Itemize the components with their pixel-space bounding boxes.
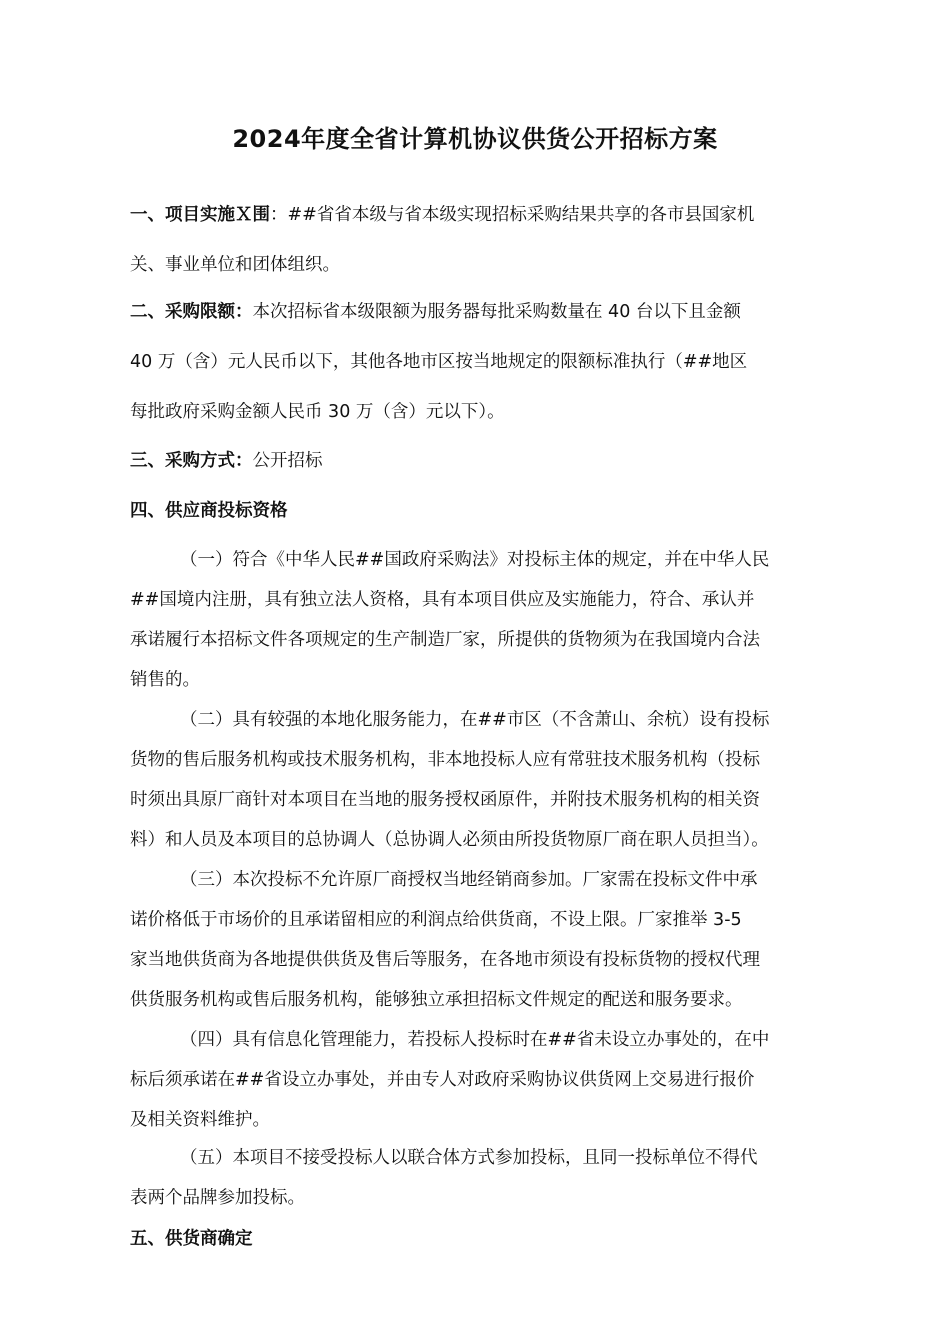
section-method-heading: 三、采购方式： — [130, 451, 253, 471]
qualification-p3-line: 诺价格低于市场价的且承诺留相应的利润点给供货商，不设上限。厂家推举 3-5 — [130, 910, 742, 930]
qualification-paragraph-4 — [130, 1020, 822, 1140]
qualification-p1-line: （一）符合《中华人民##国政府采购法》对投标主体的规定，并在中华人民 — [180, 550, 770, 570]
qualification-p1-line: 承诺履行本招标文件各项规定的生产制造厂家，所提供的货物须为在我国境内合法 — [130, 630, 760, 650]
qualification-p2-line: 货物的售后服务机构或技术服务机构，非本地投标人应有常驻技术服务机构（投标 — [130, 750, 760, 770]
section-scope-text: ：##省省本级与省本级实现招标采购结果共享的各市县国家机 — [270, 205, 755, 225]
section-limit-line-3: 每批政府采购金额人民币 30 万（含）元以下）。 — [130, 402, 505, 422]
section-qualification-heading: 四、供应商投标资格 — [130, 501, 288, 521]
section-limit-line-1 — [130, 287, 822, 337]
section-method-text: 公开招标 — [252, 451, 323, 471]
qualification-paragraph-3 — [130, 860, 822, 1020]
qualification-p4-line: 标后须承诺在##省设立办事处，并由专人对政府采购协议供货网上交易进行报价 — [130, 1070, 755, 1090]
qualification-p3-line: 供货服务机构或售后服务机构，能够独立承担招标文件规定的配送和服务要求。 — [130, 990, 743, 1010]
section-supplier-heading-block — [130, 1224, 822, 1254]
qualification-p4-line: （四）具有信息化管理能力，若投标人投标时在##省未设立办事处的，在中 — [180, 1030, 770, 1050]
section-limit-line-2: 40 万（含）元人民币以下，其他各地市区按当地规定的限额标准执行（##地区 — [130, 352, 748, 372]
section-qualification-heading-block — [130, 496, 822, 526]
section-scope-heading: 一、项目实施Ｘ围 — [130, 205, 270, 225]
qualification-p4-line: 及相关资料维护。 — [130, 1110, 270, 1130]
qualification-paragraph-1 — [130, 540, 822, 700]
section-scope-line-2: 关、事业单位和团体组织。 — [130, 255, 340, 275]
qualification-paragraph-5 — [130, 1138, 822, 1218]
section-method — [130, 446, 822, 476]
qualification-p2-line: 料）和人员及本项目的总协调人（总协调人必须由所投货物原厂商在职人员担当）。 — [130, 830, 769, 850]
qualification-p3-line: （三）本次投标不允许原厂商授权当地经销商参加。厂家需在投标文件中承 — [180, 870, 758, 890]
qualification-p1-line: ##国境内注册，具有独立法人资格，具有本项目供应及实施能力，符合、承认并 — [130, 590, 755, 610]
qualification-p5-line: 表两个品牌参加投标。 — [130, 1188, 305, 1208]
qualification-p2-line: （二）具有较强的本地化服务能力，在##市区（不含萧山、余杭）设有投标 — [180, 710, 770, 730]
qualification-p1-line: 销售的。 — [130, 670, 200, 690]
qualification-p2-line: 时须出具原厂商针对本项目在当地的服务授权函原件，并附技术服务机构的相关资 — [130, 790, 760, 810]
qualification-p3-line: 家当地供货商为各地提供供货及售后等服务，在各地市须设有投标货物的授权代理 — [130, 950, 760, 970]
section-supplier-heading: 五、供货商确定 — [130, 1229, 253, 1249]
qualification-paragraph-2 — [130, 700, 822, 860]
section-limit-heading: 二、采购限额： — [130, 302, 253, 322]
section-limit — [130, 287, 822, 437]
section-limit-text: 本次招标省本级限额为服务器每批采购数量在 40 台以下且金额 — [252, 302, 741, 322]
qualification-p5-line: （五）本项目不接受投标人以联合体方式参加投标，且同一投标单位不得代 — [180, 1148, 758, 1168]
section-scope — [130, 190, 822, 290]
document-title: 2024年度全省计算机协议供货公开招标方案 — [232, 125, 718, 153]
section-scope-line-1 — [130, 190, 822, 240]
